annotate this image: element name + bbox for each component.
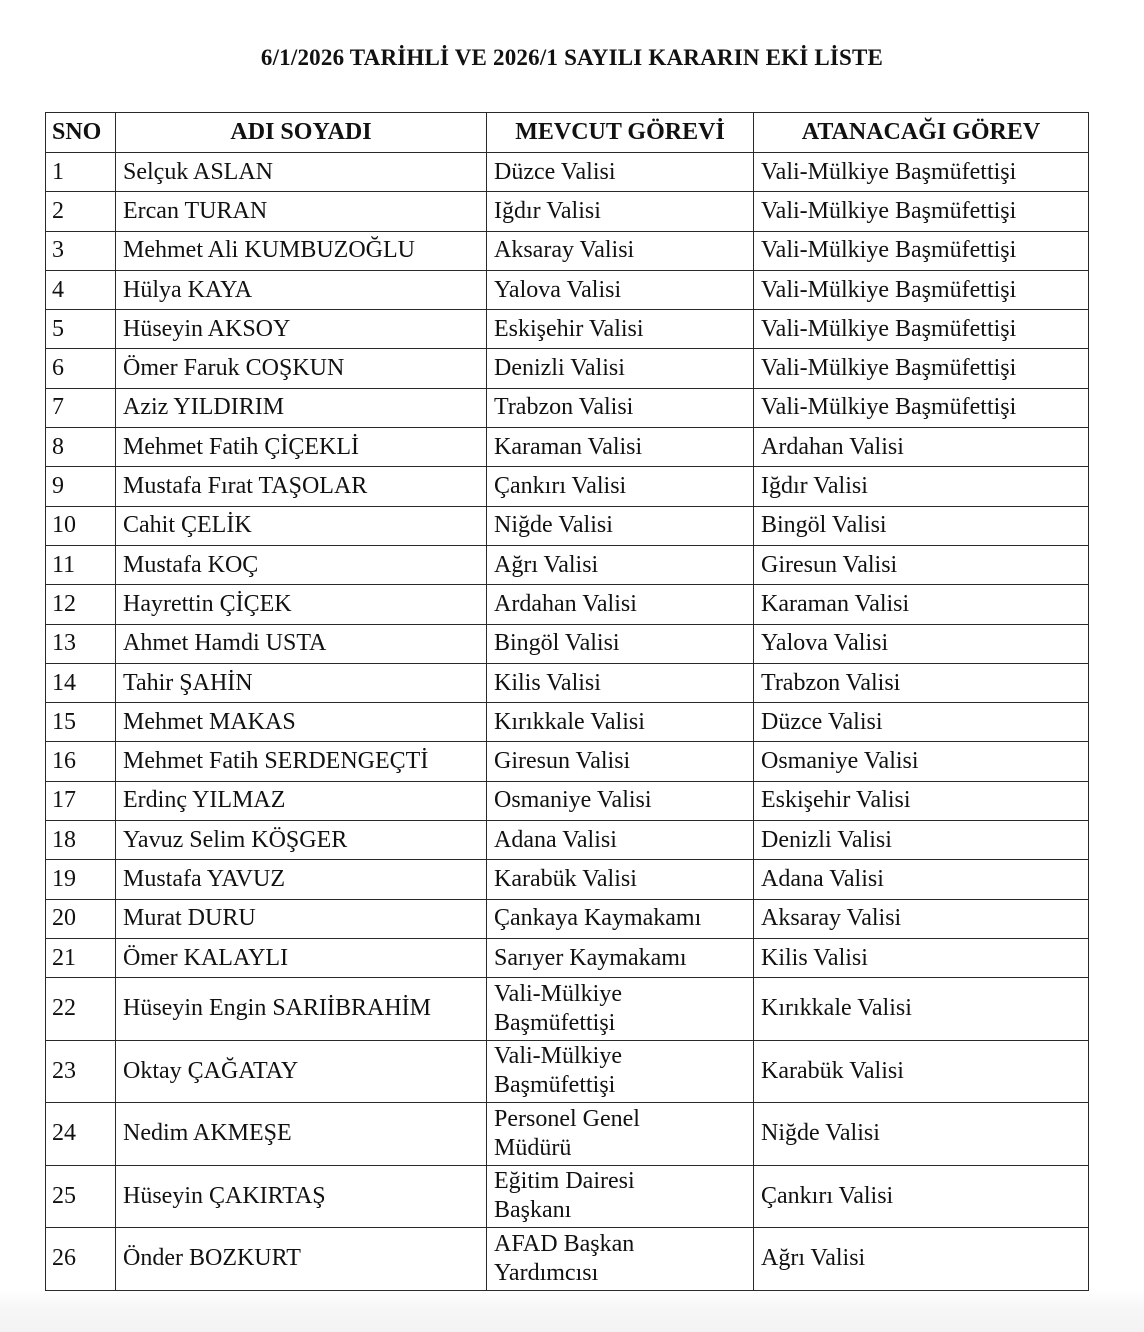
row-assigned-position: Denizli Valisi bbox=[754, 821, 1089, 860]
row-sno: 24 bbox=[46, 1103, 116, 1166]
table-row bbox=[46, 192, 1089, 231]
row-name: Tahir ŞAHİN bbox=[116, 663, 487, 702]
row-assigned-position: Karaman Valisi bbox=[754, 585, 1089, 624]
row-name: Hayrettin ÇİÇEK bbox=[116, 585, 487, 624]
row-current-position: Çankırı Valisi bbox=[487, 467, 754, 506]
row-sno: 16 bbox=[46, 742, 116, 781]
row-name: Mehmet MAKAS bbox=[116, 703, 487, 742]
row-sno: 10 bbox=[46, 506, 116, 545]
row-current-position: Yalova Valisi bbox=[487, 270, 754, 309]
row-sno: 8 bbox=[46, 428, 116, 467]
row-sno: 3 bbox=[46, 231, 116, 270]
row-assigned-position: Vali-Mülkiye Başmüfettişi bbox=[754, 153, 1089, 192]
row-current-position: Kilis Valisi bbox=[487, 663, 754, 702]
row-current-position: Osmaniye Valisi bbox=[487, 781, 754, 820]
row-current-position: Çankaya Kaymakamı bbox=[487, 899, 754, 938]
table-row bbox=[46, 1228, 1089, 1291]
row-name: Ömer KALAYLI bbox=[116, 938, 487, 977]
current-position-line-1: AFAD Başkan bbox=[494, 1230, 635, 1257]
table-row bbox=[46, 506, 1089, 545]
current-position-line-2: Yardımcısı bbox=[494, 1259, 599, 1286]
current-position-line-2: Başmüfettişi bbox=[494, 1072, 616, 1099]
row-name: Mustafa KOÇ bbox=[116, 545, 487, 584]
row-sno: 12 bbox=[46, 585, 116, 624]
row-sno: 17 bbox=[46, 781, 116, 820]
row-current-position: Karabük Valisi bbox=[487, 860, 754, 899]
row-assigned-position: Niğde Valisi bbox=[754, 1103, 1089, 1166]
table-row bbox=[46, 310, 1089, 349]
row-sno: 9 bbox=[46, 467, 116, 506]
document-title: 6/1/2026 TARİHLİ VE 2026/1 SAYILI KARARIN EKİ LİSTE bbox=[260, 45, 884, 70]
row-assigned-position: Vali-Mülkiye Başmüfettişi bbox=[754, 192, 1089, 231]
table-row bbox=[46, 1165, 1089, 1228]
row-assigned-position: Ağrı Valisi bbox=[754, 1228, 1089, 1291]
row-assigned-position: Eskişehir Valisi bbox=[754, 781, 1089, 820]
row-name: Yavuz Selim KÖŞGER bbox=[116, 821, 487, 860]
table-row bbox=[46, 978, 1089, 1041]
row-name: Ömer Faruk COŞKUN bbox=[116, 349, 487, 388]
row-current-position: Niğde Valisi bbox=[487, 506, 754, 545]
row-current-position bbox=[487, 1165, 754, 1228]
current-position-line-1: Vali-Mülkiye bbox=[494, 980, 622, 1007]
row-name: Selçuk ASLAN bbox=[116, 153, 487, 192]
row-sno: 20 bbox=[46, 899, 116, 938]
row-name: Mehmet Fatih ÇİÇEKLİ bbox=[116, 428, 487, 467]
row-current-position bbox=[487, 1103, 754, 1166]
table-row bbox=[46, 545, 1089, 584]
current-position-line-1: Vali-Mülkiye bbox=[494, 1043, 622, 1070]
table-row bbox=[46, 388, 1089, 427]
row-assigned-position: Kilis Valisi bbox=[754, 938, 1089, 977]
row-current-position: Iğdır Valisi bbox=[487, 192, 754, 231]
table-row bbox=[46, 467, 1089, 506]
appointment-list-table bbox=[45, 112, 1089, 1291]
row-assigned-position: Karabük Valisi bbox=[754, 1040, 1089, 1103]
row-assigned-position: Iğdır Valisi bbox=[754, 467, 1089, 506]
row-name: Ahmet Hamdi USTA bbox=[116, 624, 487, 663]
row-current-position: Adana Valisi bbox=[487, 821, 754, 860]
row-sno: 14 bbox=[46, 663, 116, 702]
row-name: Murat DURU bbox=[116, 899, 487, 938]
row-current-position bbox=[487, 978, 754, 1041]
row-assigned-position: Giresun Valisi bbox=[754, 545, 1089, 584]
table-row bbox=[46, 428, 1089, 467]
row-name: Aziz YILDIRIM bbox=[116, 388, 487, 427]
row-name: Ercan TURAN bbox=[116, 192, 487, 231]
header-sno: SNO bbox=[46, 113, 116, 153]
row-sno: 1 bbox=[46, 153, 116, 192]
row-current-position: Eskişehir Valisi bbox=[487, 310, 754, 349]
row-assigned-position: Vali-Mülkiye Başmüfettişi bbox=[754, 388, 1089, 427]
row-assigned-position: Adana Valisi bbox=[754, 860, 1089, 899]
row-assigned-position: Vali-Mülkiye Başmüfettişi bbox=[754, 310, 1089, 349]
row-current-position: Düzce Valisi bbox=[487, 153, 754, 192]
row-sno: 5 bbox=[46, 310, 116, 349]
table-row bbox=[46, 781, 1089, 820]
row-current-position: Karaman Valisi bbox=[487, 428, 754, 467]
row-sno: 11 bbox=[46, 545, 116, 584]
row-name: Oktay ÇAĞATAY bbox=[116, 1040, 487, 1103]
row-assigned-position: Osmaniye Valisi bbox=[754, 742, 1089, 781]
table-row bbox=[46, 153, 1089, 192]
row-sno: 26 bbox=[46, 1228, 116, 1291]
row-assigned-position: Ardahan Valisi bbox=[754, 428, 1089, 467]
table-row bbox=[46, 231, 1089, 270]
current-position-line-1: Personel Genel bbox=[494, 1105, 640, 1132]
row-name: Mehmet Ali KUMBUZOĞLU bbox=[116, 231, 487, 270]
row-current-position: Aksaray Valisi bbox=[487, 231, 754, 270]
table-row bbox=[46, 270, 1089, 309]
header-name: ADI SOYADI bbox=[116, 113, 487, 153]
table-header-row bbox=[46, 113, 1089, 153]
row-current-position: Denizli Valisi bbox=[487, 349, 754, 388]
row-name: Hüseyin Engin SARIİBRAHİM bbox=[116, 978, 487, 1041]
row-sno: 13 bbox=[46, 624, 116, 663]
row-assigned-position: Bingöl Valisi bbox=[754, 506, 1089, 545]
table-row bbox=[46, 585, 1089, 624]
current-position-line-2: Müdürü bbox=[494, 1134, 572, 1161]
row-current-position: Trabzon Valisi bbox=[487, 388, 754, 427]
row-sno: 18 bbox=[46, 821, 116, 860]
row-sno: 25 bbox=[46, 1165, 116, 1228]
current-position-line-1: Eğitim Dairesi bbox=[494, 1168, 635, 1195]
row-current-position: Bingöl Valisi bbox=[487, 624, 754, 663]
row-sno: 21 bbox=[46, 938, 116, 977]
header-current-position: MEVCUT GÖREVİ bbox=[487, 113, 754, 153]
row-assigned-position: Vali-Mülkiye Başmüfettişi bbox=[754, 270, 1089, 309]
row-sno: 19 bbox=[46, 860, 116, 899]
table-row bbox=[46, 703, 1089, 742]
table-row bbox=[46, 624, 1089, 663]
row-current-position bbox=[487, 1228, 754, 1291]
row-name: Mustafa Fırat TAŞOLAR bbox=[116, 467, 487, 506]
current-position-line-2: Başkanı bbox=[494, 1197, 572, 1224]
row-assigned-position: Düzce Valisi bbox=[754, 703, 1089, 742]
row-sno: 6 bbox=[46, 349, 116, 388]
row-sno: 23 bbox=[46, 1040, 116, 1103]
row-name: Mehmet Fatih SERDENGEÇTİ bbox=[116, 742, 487, 781]
row-assigned-position: Kırıkkale Valisi bbox=[754, 978, 1089, 1041]
row-current-position: Ağrı Valisi bbox=[487, 545, 754, 584]
row-current-position bbox=[487, 1040, 754, 1103]
row-assigned-position: Trabzon Valisi bbox=[754, 663, 1089, 702]
header-assigned-position: ATANACAĞI GÖREV bbox=[754, 113, 1089, 153]
row-name: Nedim AKMEŞE bbox=[116, 1103, 487, 1166]
row-name: Hüseyin AKSOY bbox=[116, 310, 487, 349]
table-row bbox=[46, 1103, 1089, 1166]
table-row bbox=[46, 860, 1089, 899]
table-row bbox=[46, 899, 1089, 938]
row-sno: 2 bbox=[46, 192, 116, 231]
table-row bbox=[46, 1040, 1089, 1103]
table-row bbox=[46, 349, 1089, 388]
row-assigned-position: Aksaray Valisi bbox=[754, 899, 1089, 938]
row-sno: 7 bbox=[46, 388, 116, 427]
row-sno: 4 bbox=[46, 270, 116, 309]
table-row bbox=[46, 663, 1089, 702]
row-name: Hülya KAYA bbox=[116, 270, 487, 309]
current-position-line-2: Başmüfettişi bbox=[494, 1009, 616, 1036]
table-row bbox=[46, 938, 1089, 977]
row-current-position: Sarıyer Kaymakamı bbox=[487, 938, 754, 977]
table-row bbox=[46, 821, 1089, 860]
row-assigned-position: Çankırı Valisi bbox=[754, 1165, 1089, 1228]
row-name: Erdinç YILMAZ bbox=[116, 781, 487, 820]
row-name: Hüseyin ÇAKIRTAŞ bbox=[116, 1165, 487, 1228]
row-assigned-position: Vali-Mülkiye Başmüfettişi bbox=[754, 231, 1089, 270]
row-current-position: Ardahan Valisi bbox=[487, 585, 754, 624]
row-name: Cahit ÇELİK bbox=[116, 506, 487, 545]
row-current-position: Kırıkkale Valisi bbox=[487, 703, 754, 742]
row-sno: 15 bbox=[46, 703, 116, 742]
row-current-position: Giresun Valisi bbox=[487, 742, 754, 781]
row-sno: 22 bbox=[46, 978, 116, 1041]
row-assigned-position: Yalova Valisi bbox=[754, 624, 1089, 663]
row-assigned-position: Vali-Mülkiye Başmüfettişi bbox=[754, 349, 1089, 388]
table-row bbox=[46, 742, 1089, 781]
row-name: Önder BOZKURT bbox=[116, 1228, 487, 1291]
row-name: Mustafa YAVUZ bbox=[116, 860, 487, 899]
